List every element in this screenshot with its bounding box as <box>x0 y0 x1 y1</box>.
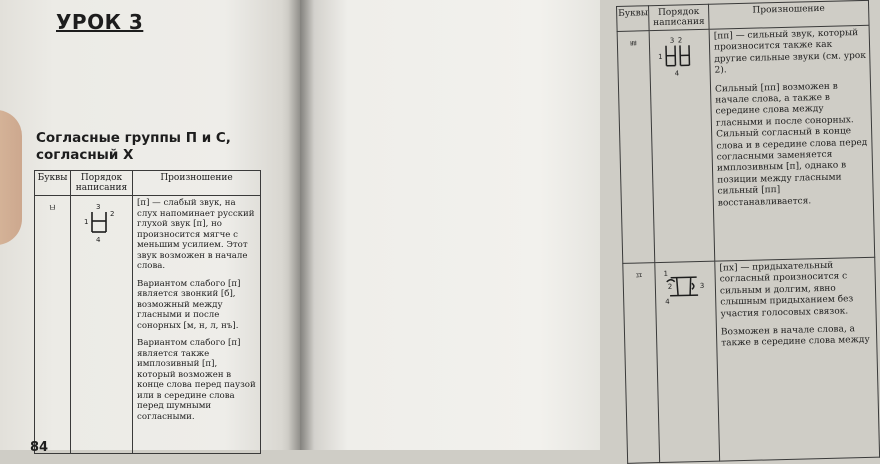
column-header-pronunciation: Произношение <box>133 171 261 196</box>
stroke-number: 4 <box>665 298 670 306</box>
stroke-number: 2 <box>110 210 114 218</box>
table-row <box>623 257 880 463</box>
stroke-number: 4 <box>96 236 101 244</box>
pronunciation-paragraph: [пх] — придыхательный согласный произносится с сильным и долгим, явно слышным придыханием без участия голосовых связок. <box>719 260 872 321</box>
letter-cell: ㅍ <box>623 263 660 464</box>
stroke-number: 1 <box>663 270 668 278</box>
stroke-number: 2 <box>668 283 673 291</box>
consonant-table-right <box>616 0 880 464</box>
lesson-title: УРОК 3 <box>56 10 143 34</box>
stroke-number: 2 <box>678 36 683 44</box>
section-title: Согласные группы П и С, согласный Х <box>36 130 276 164</box>
stroke-order-cell <box>649 29 715 262</box>
consonant-table-left <box>34 170 261 454</box>
stroke-number: 3 <box>700 282 705 290</box>
pronunciation-paragraph: Вариантом слабого [п] является также имплозивный [п], который возможен в конце слова перед паузой или в середине слова перед шумными согласными. <box>137 338 257 422</box>
stroke-order-diagram-p <box>74 200 130 246</box>
pronunciation-cell <box>715 257 880 461</box>
column-header-letters: Буквы <box>35 171 71 196</box>
stroke-number: 3 <box>670 37 675 45</box>
column-header-stroke-order: Порядок написания <box>71 171 133 196</box>
pronunciation-cell <box>709 25 875 261</box>
pronunciation-paragraph: [п] — слабый звук, на слух напоминает русский глухой звук [п], но произносится мягче с меньшим усилием. Этот звук возможен в начале слова. <box>137 198 257 272</box>
column-header-stroke-order: Порядок написания <box>649 4 710 30</box>
letter-cell: ㅂ <box>35 196 71 454</box>
thumb <box>0 110 22 245</box>
column-header-letters: Буквы <box>617 6 650 32</box>
letter-cell: ㅃ <box>617 31 655 264</box>
stroke-order-cell <box>655 261 720 462</box>
stroke-number: 3 <box>96 203 100 211</box>
book-gutter <box>288 0 314 450</box>
stroke-order-diagram-ph <box>657 265 714 312</box>
page-number: 84 <box>30 440 48 455</box>
stroke-order-cell <box>71 196 133 454</box>
left-page <box>0 0 300 450</box>
stroke-number: 4 <box>675 69 680 77</box>
pronunciation-paragraph: [пп] — сильный звук, который произносится также как другие сильные звуки (см. урок 2). <box>714 28 867 77</box>
table-row <box>35 196 261 454</box>
stroke-number: 1 <box>84 218 88 226</box>
column-header-pronunciation: Произношение <box>708 0 869 29</box>
table-row <box>617 25 875 263</box>
pronunciation-paragraph: Возможен в начале слова, а также в середине слова между <box>721 324 874 351</box>
stroke-number: 1 <box>658 53 663 61</box>
table-header-row <box>35 171 261 196</box>
pronunciation-paragraph: Вариантом слабого [п] является звонкий [б], возможный между гласными и после сонорных [м, н, л, нъ]. <box>137 279 257 332</box>
right-page <box>300 0 600 450</box>
stroke-order-diagram-pp <box>652 33 709 80</box>
pronunciation-paragraph: Сильный [пп] возможен в начале слова, а также в середине слова между гласными и после сонорных. Сильный согласный в конце слова и в середине слова перед согласными заменяется имплозивным [п], однако в позиции между гласными сильный [пп] восстанавливается. <box>715 81 870 210</box>
pronunciation-cell <box>133 196 261 454</box>
